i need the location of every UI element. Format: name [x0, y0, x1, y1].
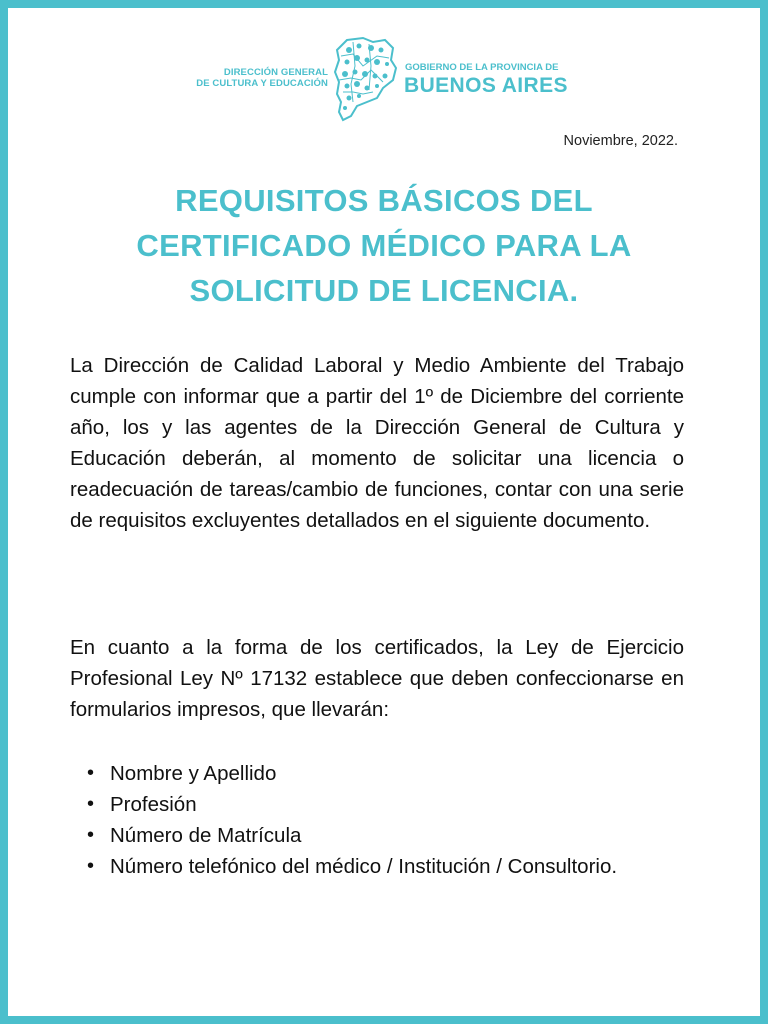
list-item: • Profesión — [70, 789, 684, 820]
list-item: • Número de Matrícula — [70, 820, 684, 851]
bullet-icon: • — [87, 793, 95, 815]
title-line-3: SOLICITUD DE LICENCIA. — [189, 273, 579, 308]
header — [8, 36, 760, 126]
government-label: GOBIERNO DE LA PROVINCIA DE — [405, 62, 559, 73]
province-name: BUENOS AIRES — [404, 74, 568, 97]
bullet-icon: • — [87, 762, 95, 784]
list-item: • Nombre y Apellido — [70, 758, 684, 789]
buenos-aires-province-map-icon — [333, 36, 397, 122]
department-name — [192, 67, 328, 89]
intro-paragraph: La Dirección de Calidad Laboral y Medio Ambiente del Trabajo cumple con informar que a partir del 1º de Diciembre del corriente año, los y las agentes de la Dirección General de Cultura y Educación deberán, al momento de solicitar una licencia o readecuación de tareas/cambio de funciones, contar con una serie de requisitos excluyentes detallados en el siguiente documento. — [70, 354, 684, 532]
department-line-2: DE CULTURA Y EDUCACIÓN — [196, 78, 328, 89]
law-paragraph: En cuanto a la forma de los certificados, la Ley de Ejercicio Profesional Ley Nº 17132 establece que deben confeccionarse en formularios impresos, que llevarán: — [70, 636, 684, 721]
list-item: • Número telefónico del médico / Institución / Consultorio. — [70, 851, 684, 882]
document-title — [48, 178, 720, 313]
bullet-icon: • — [87, 855, 95, 877]
requirements-list — [70, 758, 684, 882]
department-line-1: DIRECCIÓN GENERAL — [223, 67, 328, 78]
title-line-2: CERTIFICADO MÉDICO PARA LA — [136, 228, 632, 263]
bullet-icon: • — [87, 824, 95, 846]
title-line-1: REQUISITOS BÁSICOS DEL — [175, 183, 593, 218]
document-date: Noviembre, 2022. — [563, 133, 678, 149]
